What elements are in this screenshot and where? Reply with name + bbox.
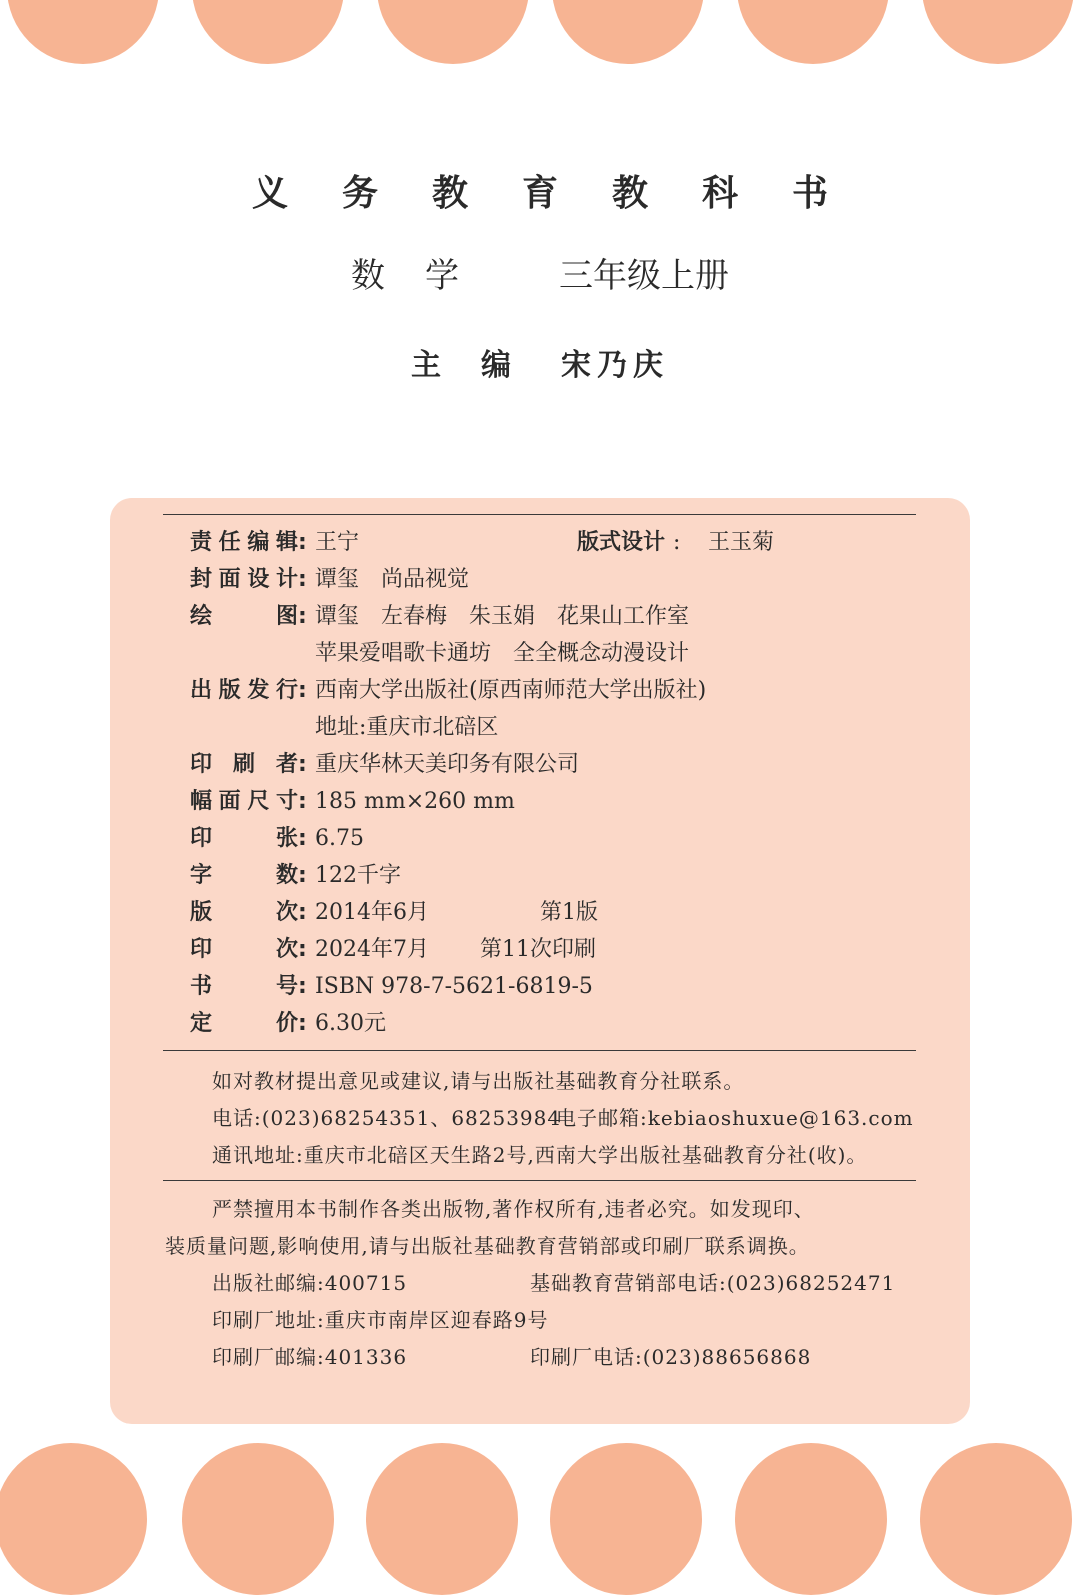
mailing-address: 通讯地址:重庆市北碚区天生路2号,西南大学出版社基础教育分社(收)。 — [212, 1143, 868, 1167]
impression-row — [190, 935, 690, 965]
colon: : — [298, 900, 307, 925]
sales-phone: 基础教育营销部电话:(023)68252471 — [530, 1271, 896, 1295]
printer-phone: 印刷厂电话:(023)88656868 — [530, 1345, 812, 1369]
colon: : — [298, 826, 307, 851]
colon: : — [298, 937, 307, 962]
responsible-editor-row — [190, 528, 890, 558]
value: 6.30元 — [315, 1011, 386, 1036]
decorative-circle — [7, 0, 159, 64]
label: 书号 — [190, 974, 298, 999]
decorative-circle — [0, 1443, 147, 1595]
edition-row — [190, 898, 690, 928]
decorative-circle — [735, 1443, 887, 1595]
label: 幅面尺寸 — [190, 789, 298, 814]
colon: : — [298, 567, 307, 592]
phone-number: 电话:(023)68254351、68253984 — [212, 1106, 562, 1130]
colon: : — [298, 863, 307, 888]
value: 王宁 — [315, 530, 360, 555]
decorative-circle — [192, 0, 344, 64]
copyright-notice-2: 装质量问题,影响使用,请与出版社基础教育营销部或印刷厂联系调换。 — [165, 1234, 810, 1258]
value: 苹果爱唱歌卡通坊 全全概念动漫设计 — [315, 641, 690, 666]
editor-role: 主编 — [411, 348, 551, 383]
value: 谭玺 左春梅 朱玉娟 花果山工作室 — [315, 604, 690, 629]
decorative-circle — [366, 1443, 518, 1595]
value: 王玉菊 — [708, 530, 775, 555]
series-title: 义务教育教科书 — [251, 172, 882, 214]
value: 第1版 — [540, 900, 598, 925]
divider — [163, 1050, 916, 1051]
value: 2024年7月 — [315, 937, 429, 962]
decorative-circle — [182, 1443, 334, 1595]
label: 封面设计 — [190, 567, 298, 592]
label: 绘图 — [190, 604, 298, 629]
decorative-circle — [550, 1443, 702, 1595]
decorative-circle — [737, 0, 889, 64]
label: 字数 — [190, 863, 298, 888]
divider — [163, 1180, 916, 1181]
value: 185 mm×260 mm — [315, 789, 515, 814]
subject: 数学 — [351, 256, 499, 296]
label: 责任编辑 — [190, 530, 298, 555]
decorative-circle — [552, 0, 704, 64]
email-address: 电子邮箱:kebiaoshuxue@163.com — [556, 1106, 914, 1130]
colon: : — [298, 1011, 307, 1036]
book-title — [0, 248, 1080, 297]
value: 重庆华林天美印务有限公司 — [315, 752, 580, 777]
colon: : — [298, 752, 307, 777]
printer-postcode: 印刷厂邮编:401336 — [212, 1345, 408, 1369]
decorative-circle — [377, 0, 529, 64]
value: 西南大学出版社(原西南师范大学出版社) — [315, 678, 707, 703]
publisher-postcode: 出版社邮编:400715 — [212, 1271, 408, 1295]
label: 印次 — [190, 937, 298, 962]
grade: 三年级上册 — [559, 256, 729, 296]
value: 2014年6月 — [315, 900, 429, 925]
decorative-circle — [922, 0, 1074, 64]
copyright-notice: 严禁擅用本书制作各类出版物,著作权所有,违者必究。如发现印、 — [212, 1197, 815, 1221]
label: 印刷者 — [190, 752, 298, 777]
colon: : — [298, 678, 307, 703]
value: 第11次印刷 — [480, 937, 596, 962]
label: 版次 — [190, 900, 298, 925]
feedback-note: 如对教材提出意见或建议,请与出版社基础教育分社联系。 — [212, 1069, 745, 1093]
colon: : — [298, 974, 307, 999]
colon: : — [298, 530, 307, 555]
printer-address: 印刷厂地址:重庆市南岸区迎春路9号 — [212, 1308, 549, 1332]
value: 122千字 — [315, 863, 401, 888]
colon: : — [298, 789, 307, 814]
label: 出版发行 — [190, 678, 298, 703]
divider — [163, 514, 916, 515]
value: ISBN 978-7-5621-6819-5 — [315, 974, 593, 999]
label: 印张 — [190, 826, 298, 851]
label: 定价 — [190, 1011, 298, 1036]
chief-editor — [0, 340, 1080, 384]
colon: : — [673, 530, 681, 555]
label: 版式设计 — [577, 530, 666, 555]
value: 地址:重庆市北碚区 — [315, 715, 499, 740]
editor-name: 宋乃庆 — [561, 348, 669, 383]
colon: : — [298, 604, 307, 629]
value: 6.75 — [315, 826, 364, 851]
decorative-circle — [920, 1443, 1072, 1595]
value: 谭玺 尚品视觉 — [315, 567, 470, 592]
